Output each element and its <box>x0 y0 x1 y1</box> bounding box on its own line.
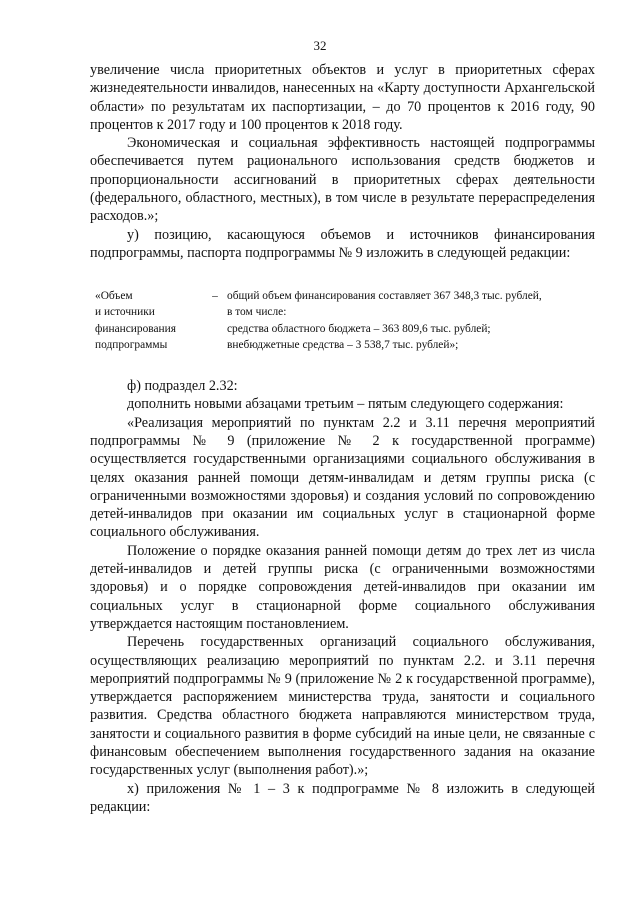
paragraph-implementation: «Реализация мероприятий по пунктам 2.2 и 3.11 перечня мероприятий подпрограммы № 9 (приложение № 2 к государственной программе) осуществляется государственными организациями социального обслуживания в целях оказания ранней помощи детям-инвалидам и детям группы риска (с ограниченными возможностями здоровья) и создания условий по сопровождению детей-инвалидов при оказании им социальных услуг в стационарной форме социального обслуживания. <box>90 414 595 541</box>
paragraph-add-paragraphs: дополнить новыми абзацами третьим – пятым следующего содержания: <box>127 396 564 413</box>
paragraph-item-f: ф) подраздел 2.32: <box>127 378 238 395</box>
document-body <box>90 61 595 816</box>
passport-value-line: средства областного бюджета – 363 809,6 тыс. рублей; <box>227 322 491 335</box>
page-number: 32 <box>313 38 327 53</box>
passport-label-line: финансирования <box>95 322 176 335</box>
passport-financing-block <box>90 288 595 353</box>
passport-dash: – <box>212 290 218 303</box>
passport-value-line: в том числе: <box>227 306 287 319</box>
paragraph-item-u: у) позицию, касающуюся объемов и источников финансирования подпрограммы, паспорта подпрограммы № 9 изложить в следующей редакции: <box>90 226 595 261</box>
passport-label-line: и источники <box>95 306 155 319</box>
passport-label-line: подпрограммы <box>95 338 168 351</box>
passport-label-column <box>95 288 203 353</box>
passport-label-line: «Объем <box>95 290 133 303</box>
passport-value-line: внебюджетные средства – 3 538,7 тыс. рублей»; <box>227 338 459 351</box>
paragraph-goal-continuation: увеличение числа приоритетных объектов и услуг в приоритетных сферах жизнедеятельности инвалидов, нанесенных на «Карту доступности Архангельской области» по результатам их паспортизации, – до 70 процентов к 2016 году, 90 процентов к 2017 году и 100 процентов к 2018 году. <box>90 62 595 133</box>
paragraph-item-kh: х) приложения № 1 – 3 к подпрограмме № 8 изложить в следующей редакции: <box>90 780 595 815</box>
passport-value-column <box>227 288 595 353</box>
paragraph-regulation: Положение о порядке оказания ранней помощи детям до трех лет из числа детей-инвалидов и детей группы риска (с ограниченными возможностями здоровья) и о порядке сопровождения детей-инвалидов при оказании им социальных услуг в стационарной форме социального обслуживания утверждается настоящим постановлением. <box>90 542 595 632</box>
passport-value-line: общий объем финансирования составляет 367 348,3 тыс. рублей, <box>227 290 542 303</box>
paragraph-organizations-list: Перечень государственных организаций социального обслуживания, осуществляющих реализацию мероприятий по пунктам 2.2. и 3.11 перечня мероприятий подпрограммы № 9 (приложение № 2 к государственной программе), утверждается распоряжением министерства труда, занятости и социального развития. Средства областного бюджета направляются министерством труда, занятости и социального развития в форме субсидий на иные цели, не связанные с финансовым обеспечением выполнения государственного задания на оказание государственных услуг (выполнения работ).»; <box>90 634 595 779</box>
paragraph-economic-efficiency: Экономическая и социальная эффективность настоящей подпрограммы обеспечивается путем рационального использования средств бюджетов и пропорциональности ассигнований в приоритетных сферах деятельности (федерального, областного, местных), в том числе в результате перераспределения расходов.»; <box>90 135 595 225</box>
